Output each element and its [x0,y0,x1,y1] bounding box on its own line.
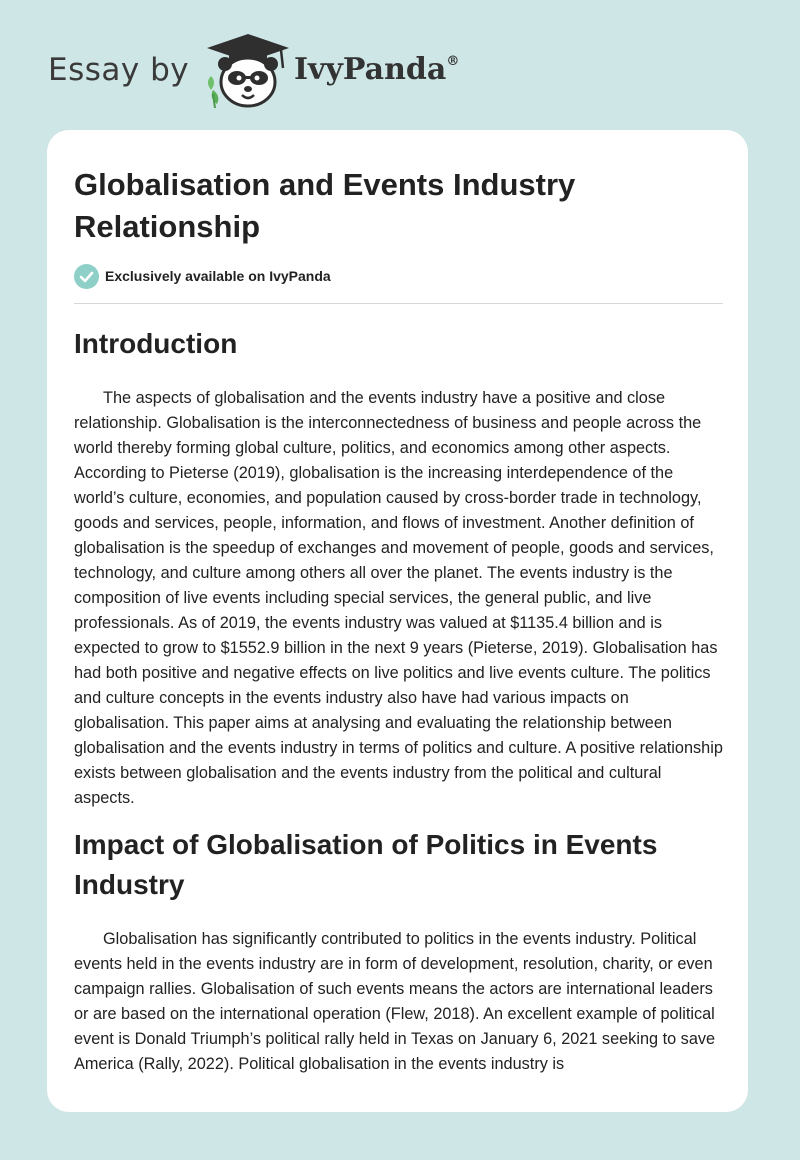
section-heading-introduction: Introduction [74,328,238,359]
exclusive-badge [74,263,331,289]
registered-mark: ® [446,54,460,69]
brand-name[interactable]: IvyPanda® [294,52,460,87]
page-title: Globalisation and Events Industry Relationship [74,167,576,244]
exclusive-badge-label: Exclusively available on IvyPanda [105,268,331,284]
ivypanda-logo-icon [203,32,293,110]
check-icon [74,264,99,289]
essay-by-label: Essay by [48,52,190,88]
section-body-politics: Globalisation has significantly contributed to politics in the events industry. Political events held in the events industry are in form of development, resolution, charity, or even campaign rallies. Globalisation of such events means the actors are international leaders or are based on the international operation (Flew, 2018). An excellent example of political event is Donald Triumph’s political rally held in Texas on January 6, 2021 seeking to save America (Rally, 2022). Political globalisation in the events industry is [74,930,716,1073]
site-header [48,30,548,110]
divider [74,303,723,304]
section-heading-politics: Impact of Globalisation of Politics in Events Industry [74,829,658,900]
article-card [47,130,748,1112]
section-body-introduction: The aspects of globalisation and the events industry have a positive and close relationship. Globalisation is the interconnectedness of business and people across the world thereby forming global culture, politics, and economics among other aspects. According to Pieterse (2019), globalisation is the increasing interdependence of the world’s culture, economies, and population caused by cross-border trade in technology, goods and services, people, information, and flows of investment. Another definition of globalisation is the speedup of exchanges and movement of people, goods and services, technology, and culture among others all over the planet. The events industry is the composition of live events including special services, the general public, and live professionals. As of 2019, the events industry was valued at $1135.4 billion and is expected to grow to $1552.9 billion in the next 9 years (Pieterse, 2019). Globalisation has had both positive and negative effects on live politics and live events culture. The politics and culture concepts in the events industry also have had various impacts on globalisation. This paper aims at analysing and evaluating the relationship between globalisation and the events industry in terms of politics and culture. A positive relationship exists between globalisation and the events industry from the political and cultural aspects. [74,389,723,807]
